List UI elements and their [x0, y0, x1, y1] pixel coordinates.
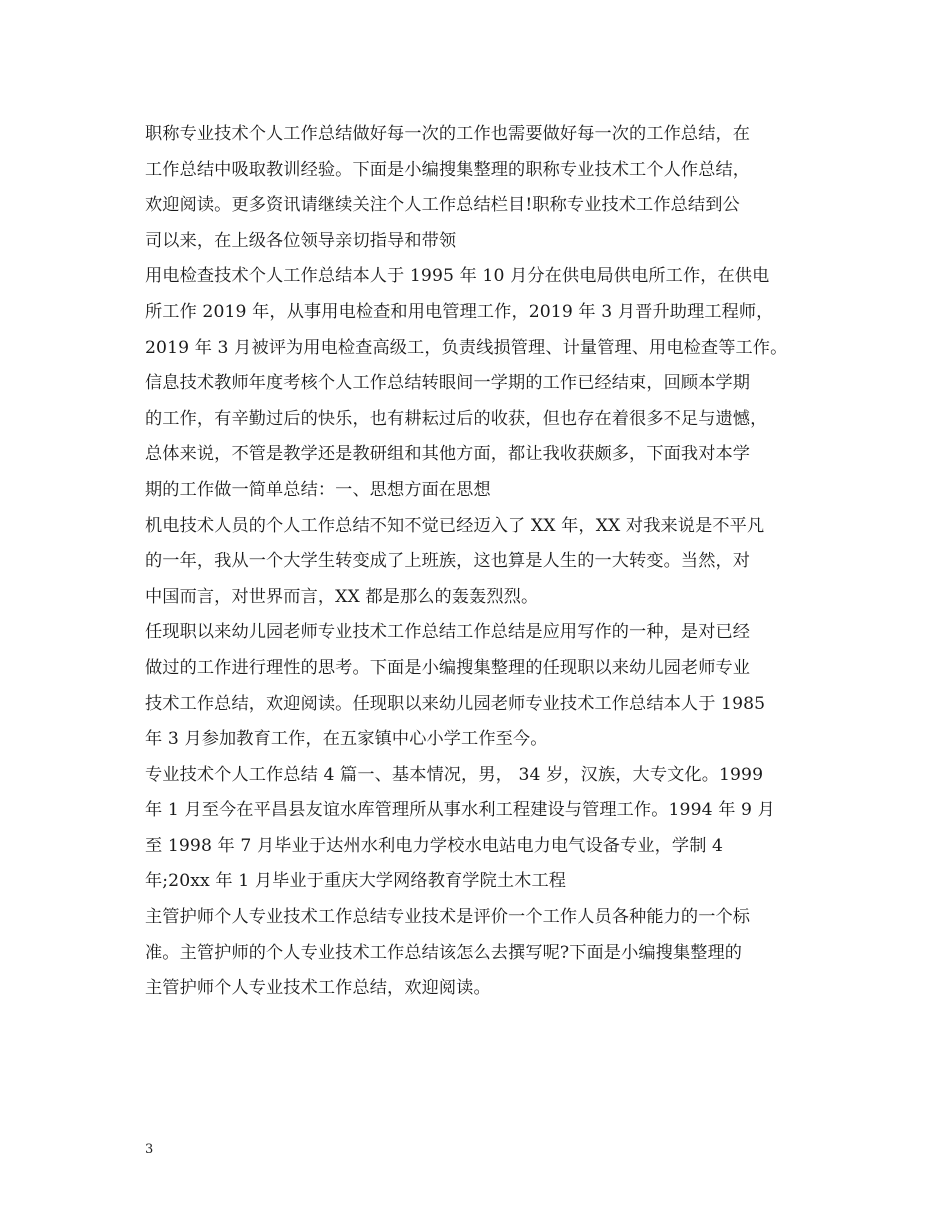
text-line: 至 1998 年 7 月毕业于达州水利电力学校水电站电力电气设备专业，学制 4 — [145, 835, 724, 856]
paragraph — [145, 117, 815, 259]
text-line: 做过的工作进行理性的思考。下面是小编搜集整理的任现职以来幼儿园老师专业 — [145, 657, 751, 678]
text-line: 的一年，我从一个大学生转变成了上班族，这也算是人生的一大转变。当然，对 — [145, 551, 751, 572]
text-line: 专业技术个人工作总结 4 篇一、基本情况，男， 34 岁，汉族，大专文化。1999 — [145, 764, 764, 785]
text-line: 欢迎阅读。更多资讯请继续关注个人工作总结栏目!职称专业技术工作总结到公 — [145, 195, 740, 216]
text-line: 2019 年 3 月被评为用电检查高级工，负责线损管理、计量管理、用电检查等工作。 — [145, 337, 788, 358]
text-line: 司以来，在上级各位领导亲切指导和带领 — [145, 230, 457, 251]
text-line: 中国而言，对世界而言，XX 都是那么的轰轰烈烈。 — [145, 586, 539, 607]
text-line: 机电技术人员的个人工作总结不知不觉已经迈入了 XX 年，XX 对我来说是不平凡 — [145, 515, 765, 536]
text-line: 总体来说，不管是教学还是教研组和其他方面，都让我收获颇多，下面我对本学 — [145, 444, 751, 465]
text-line: 准。主管护师的个人专业技术工作总结该怎么去撰写呢?下面是小编搜集整理的 — [145, 942, 743, 963]
text-line: 主管护师个人专业技术工作总结专业技术是评价一个工作人员各种能力的一个标 — [145, 907, 751, 928]
text-line: 主管护师个人专业技术工作总结，欢迎阅读。 — [145, 978, 491, 999]
text-line: 技术工作总结，欢迎阅读。任现职以来幼儿园老师专业技术工作总结本人于 1985 — [145, 693, 766, 714]
paragraph — [145, 900, 815, 1007]
text-line: 年 3 月参加教育工作，在五家镇中心小学工作至今。 — [145, 729, 548, 750]
paragraph — [145, 615, 815, 757]
text-line: 的工作，有辛勤过后的快乐，也有耕耘过后的收获，但也存在着很多不足与遗憾， — [145, 408, 768, 429]
text-line: 信息技术教师年度考核个人工作总结转眼间一学期的工作已经结束，回顾本学期 — [145, 373, 751, 394]
document-body — [145, 117, 815, 1007]
text-line: 所工作 2019 年，从事用电检查和用电管理工作，2019 年 3 月晋升助理工程师， — [145, 301, 774, 322]
text-line: 任现职以来幼儿园老师专业技术工作总结工作总结是应用写作的一种，是对已经 — [145, 622, 751, 643]
page-number: 3 — [145, 1142, 154, 1157]
text-line: 职称专业技术个人工作总结做好每一次的工作也需要做好每一次的工作总结，在 — [145, 124, 751, 144]
text-line: 年;20xx 年 1 月毕业于重庆大学网络教育学院土木工程 — [145, 871, 567, 892]
paragraph — [145, 509, 815, 616]
text-line: 期的工作做一简单总结：一、思想方面在思想 — [145, 479, 491, 500]
paragraph — [145, 366, 815, 508]
text-line: 年 1 月至今在平昌县友谊水库管理所从事水利工程建设与管理工作。1994 年 9 月 — [145, 800, 775, 821]
text-line: 用电检查技术个人工作总结本人于 1995 年 10 月分在供电局供电所工作，在供电 — [145, 266, 770, 287]
paragraph — [145, 259, 815, 366]
paragraph — [145, 758, 815, 900]
text-line: 工作总结中吸取教训经验。下面是小编搜集整理的职称专业技术工个人作总结， — [145, 159, 751, 180]
